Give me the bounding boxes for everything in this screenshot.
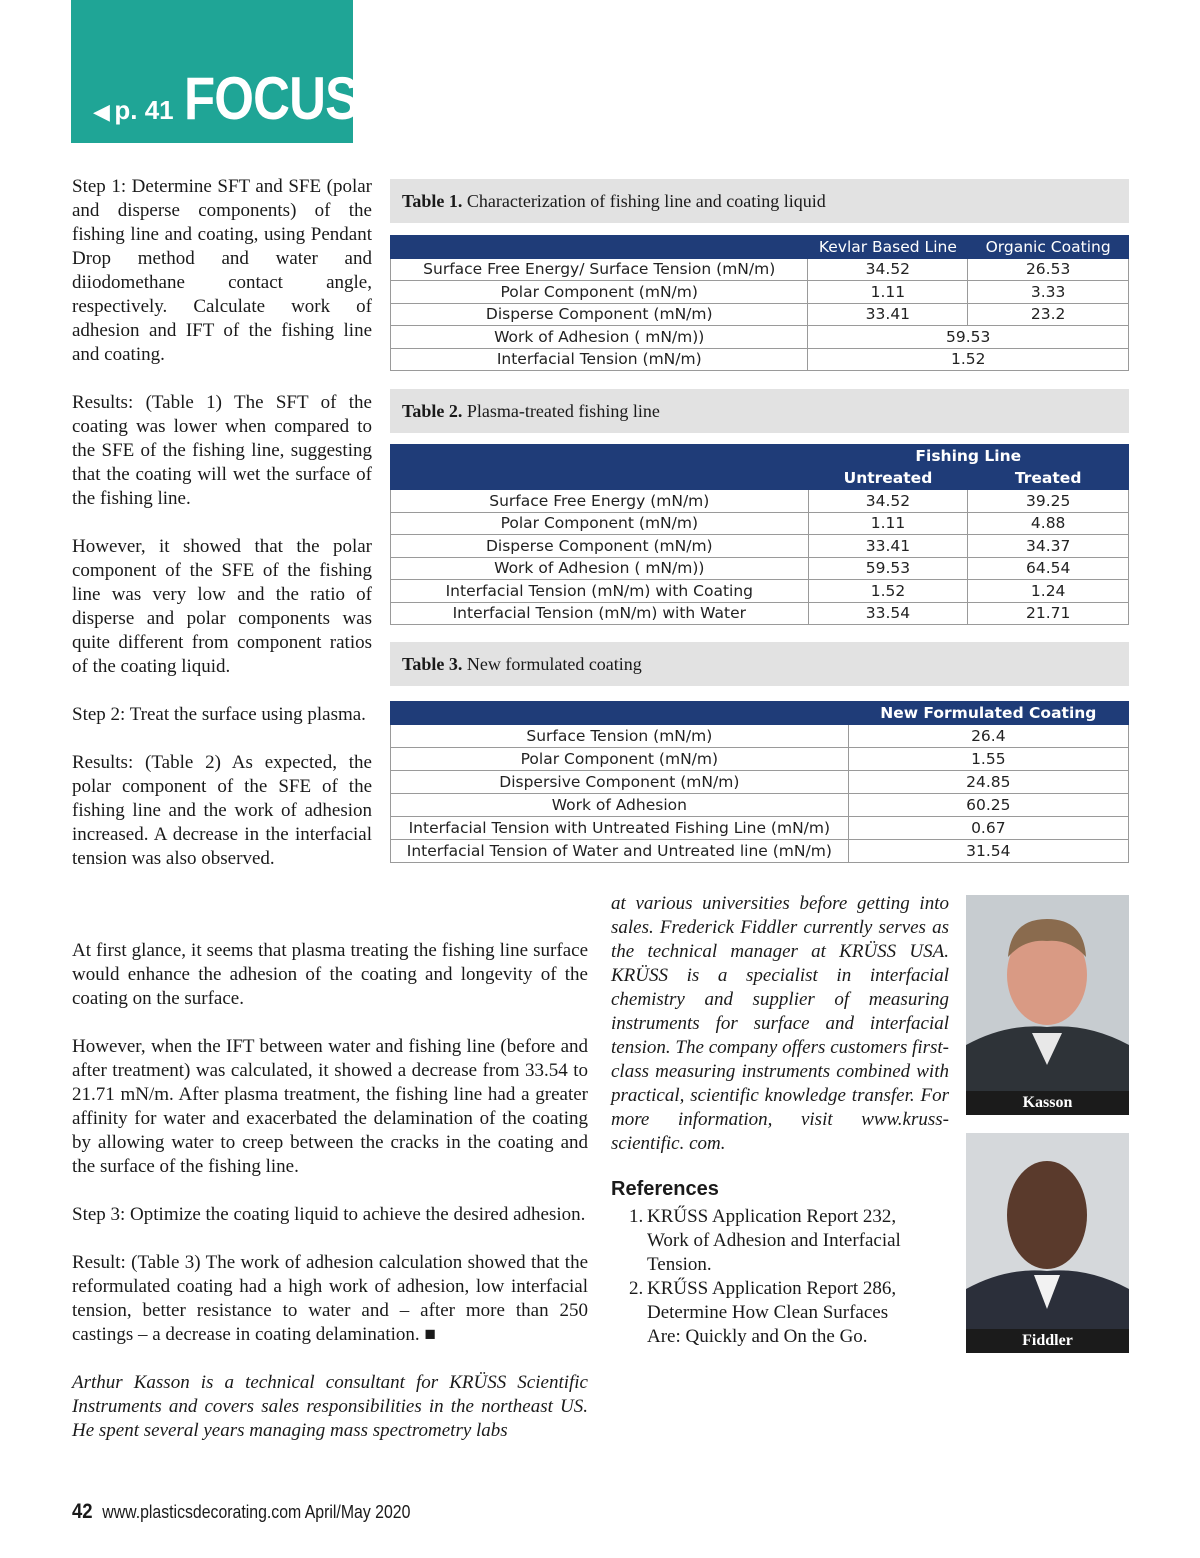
cell-value: 23.2 — [968, 303, 1129, 326]
row-label: Surface Free Energy/ Surface Tension (mN/m) — [391, 258, 808, 281]
portrait-icon — [966, 895, 1129, 1091]
row-label: Surface Tension (mN/m) — [391, 724, 849, 747]
paragraph: Results: (Table 2) As expected, the polar component of the SFE of the fishing line and the work of adhesion increased. A decrease in the interfacial tension was also observed. — [72, 752, 372, 869]
cell-value: 60.25 — [848, 793, 1128, 816]
references-heading: References — [611, 1178, 719, 1200]
table-row — [391, 326, 1129, 349]
cell-value: 39.25 — [968, 490, 1129, 513]
reference-number: 2. — [629, 1278, 644, 1299]
table-row — [391, 770, 1129, 793]
row-label: Work of Adhesion ( mN/m)) — [391, 557, 809, 580]
website-link[interactable]: www.plasticsdecorating.com — [102, 1502, 302, 1522]
cell-value: 3.33 — [968, 281, 1129, 304]
cell-value: 31.54 — [848, 839, 1128, 862]
cell-value: 1.55 — [848, 747, 1128, 770]
table-caption-label: Table 2. — [402, 401, 463, 421]
row-label: Polar Component (mN/m) — [391, 512, 809, 535]
table-row — [391, 348, 1129, 371]
references-list — [611, 1205, 911, 1349]
cell-value: 34.37 — [968, 535, 1129, 558]
header-spacer — [391, 236, 808, 259]
cell-value: 1.52 — [808, 348, 1129, 371]
row-label: Interfacial Tension with Untreated Fishing Line (mN/m) — [391, 816, 849, 839]
row-label: Polar Component (mN/m) — [391, 747, 849, 770]
row-label: Interfacial Tension (mN/m) — [391, 348, 808, 371]
column-header: Treated — [968, 467, 1129, 490]
cell-value: 1.11 — [808, 281, 968, 304]
author-bio: Arthur Kasson is a technical consultant for KRÜSS Scientific Instruments and covers sales responsibilities in the northeast US. He spent several years managing mass spectrometry labs — [72, 1372, 588, 1441]
cell-value: 26.4 — [848, 724, 1128, 747]
table-caption-label: Table 1. — [402, 191, 463, 211]
table-2-caption — [390, 389, 1129, 433]
table-row — [391, 580, 1129, 603]
fiddler-photo — [966, 1133, 1129, 1353]
page-reference[interactable]: p. 41 — [114, 95, 174, 125]
table-row — [391, 816, 1129, 839]
cell-value: 24.85 — [848, 770, 1128, 793]
paragraph — [72, 1251, 588, 1347]
cell-value: 64.54 — [968, 557, 1129, 580]
paragraph-text: Result: (Table 3) The work of adhesion calculation showed that the reformulated coating had a high work of adhesion, low interfacial tension, better resistance to water and – after more than 250 castings – a decrease in coating delamination. — [72, 1252, 588, 1345]
cell-value: 1.11 — [808, 512, 968, 535]
table-row — [391, 724, 1129, 747]
photo-caption: Fiddler — [966, 1329, 1129, 1353]
table-row — [391, 557, 1129, 580]
bio-column — [611, 892, 949, 1349]
table-header-row — [391, 702, 1129, 725]
header-spacer — [391, 702, 849, 725]
paragraph: Step 3: Optimize the coating liquid to achieve the desired adhesion. — [72, 1204, 586, 1225]
photo-caption: Kasson — [966, 1091, 1129, 1115]
cell-value: 33.54 — [808, 602, 968, 625]
reference-number: 1. — [629, 1206, 644, 1227]
cell-value: 21.71 — [968, 602, 1129, 625]
portrait-icon — [966, 1133, 1129, 1329]
table-caption-text: Plasma-treated fishing line — [466, 401, 660, 421]
column-header: Kevlar Based Line — [808, 236, 968, 259]
paragraph: However, when the IFT between water and fishing line (before and after treatment) was calculated, it showed a decrease from 33.54 to 21.71 mN/m. After plasma treatment, the fishing line had a greater affinity for water and exacerbated the delamination of the coating by allowing water to creep between the cracks in the coating and the surface of the fishing line. — [72, 1036, 588, 1177]
column-header: Organic Coating — [968, 236, 1129, 259]
paragraph: However, it showed that the polar component of the SFE of the fishing line was very low and the ratio of disperse and polar components was quite different from component ratios of the coating liquid. — [72, 536, 372, 677]
table-caption-text: New formulated coating — [466, 654, 642, 674]
table-row — [391, 281, 1129, 304]
table-caption-text: Characterization of fishing line and coating liquid — [466, 191, 826, 211]
page-footer — [72, 1500, 410, 1524]
cell-value: 59.53 — [808, 326, 1129, 349]
table-2 — [390, 444, 1129, 625]
reference-item — [611, 1205, 911, 1277]
back-arrow-icon[interactable]: ◀ — [93, 99, 110, 124]
column-header: Untreated — [808, 467, 968, 490]
issue-date: April/May 2020 — [304, 1502, 411, 1522]
page-number: 42 — [72, 1500, 93, 1523]
end-mark-icon: ■ — [424, 1324, 436, 1345]
table-1-caption — [390, 179, 1129, 223]
row-label: Dispersive Component (mN/m) — [391, 770, 849, 793]
table-row — [391, 512, 1129, 535]
table-row — [391, 839, 1129, 862]
row-label: Disperse Component (mN/m) — [391, 303, 808, 326]
cell-value: 34.52 — [808, 258, 968, 281]
paragraph: Step 2: Treat the surface using plasma. — [72, 704, 366, 725]
reference-text: KRŰSS Application Report 232, Work of Adhesion and Interfacial Tension. — [647, 1206, 901, 1275]
table-row — [391, 490, 1129, 513]
table-caption-label: Table 3. — [402, 654, 463, 674]
section-tab — [71, 0, 359, 143]
table-row — [391, 793, 1129, 816]
row-label: Work of Adhesion — [391, 793, 849, 816]
cell-value: 26.53 — [968, 258, 1129, 281]
cell-value: 33.41 — [808, 535, 968, 558]
row-label: Interfacial Tension (mN/m) with Water — [391, 602, 809, 625]
row-label: Interfacial Tension of Water and Untreated line (mN/m) — [391, 839, 849, 862]
table-3-caption — [390, 642, 1129, 686]
paragraph: Results: (Table 1) The SFT of the coating was lower when compared to the SFE of the fishing line, suggesting that the coating will wet the surface of the fishing line. — [72, 392, 372, 509]
table-1 — [390, 235, 1129, 371]
header-spacer — [391, 445, 809, 490]
author-bio: at various universities before getting into sales. Frederick Fiddler currently serves as the technical manager at KRÜSS USA. KRÜSS is a specialist in interfacial chemistry and supplier of measuring instruments for surface and interfacial tension. The company offers customers first-class measuring instruments combined with practical, scientific knowledge transfer. For more information, visit www.kruss-scientific. com. — [611, 893, 949, 1154]
table-row — [391, 602, 1129, 625]
cell-value: 33.41 — [808, 303, 968, 326]
paragraph: At first glance, it seems that plasma treating the fishing line surface would enhance the adhesion of the coating and longevity of the coating on the surface. — [72, 940, 588, 1009]
group-header: Fishing Line — [808, 445, 1128, 468]
row-label: Disperse Component (mN/m) — [391, 535, 809, 558]
table-header-row — [391, 236, 1129, 259]
row-label: Surface Free Energy (mN/m) — [391, 490, 809, 513]
table-row — [391, 303, 1129, 326]
main-text-column — [72, 939, 588, 1467]
cell-value: 1.24 — [968, 580, 1129, 603]
cell-value: 1.52 — [808, 580, 968, 603]
table-row — [391, 535, 1129, 558]
cell-value: 4.88 — [968, 512, 1129, 535]
column-header: New Formulated Coating — [848, 702, 1128, 725]
row-label: Interfacial Tension (mN/m) with Coating — [391, 580, 809, 603]
table-3 — [390, 701, 1129, 863]
cell-value: 59.53 — [808, 557, 968, 580]
table-row — [391, 747, 1129, 770]
reference-item — [611, 1277, 911, 1349]
section-title: FOCUS — [184, 65, 359, 132]
cell-value: 34.52 — [808, 490, 968, 513]
kasson-photo — [966, 895, 1129, 1115]
left-column — [72, 175, 372, 895]
row-label: Work of Adhesion ( mN/m)) — [391, 326, 808, 349]
reference-text: KRŰSS Application Report 286, Determine How Clean Surfaces Are: Quickly and On the Go. — [647, 1278, 897, 1347]
row-label: Polar Component (mN/m) — [391, 281, 808, 304]
table-row — [391, 258, 1129, 281]
cell-value: 0.67 — [848, 816, 1128, 839]
paragraph: Step 1: Determine SFT and SFE (polar and disperse components) of the fishing line and coating, using Pendant Drop method and water and diiodomethane contact angle, respectively. Calculate work of adhesion and IFT of the fishing line and coating. — [72, 176, 372, 365]
table-header-row — [391, 445, 1129, 468]
